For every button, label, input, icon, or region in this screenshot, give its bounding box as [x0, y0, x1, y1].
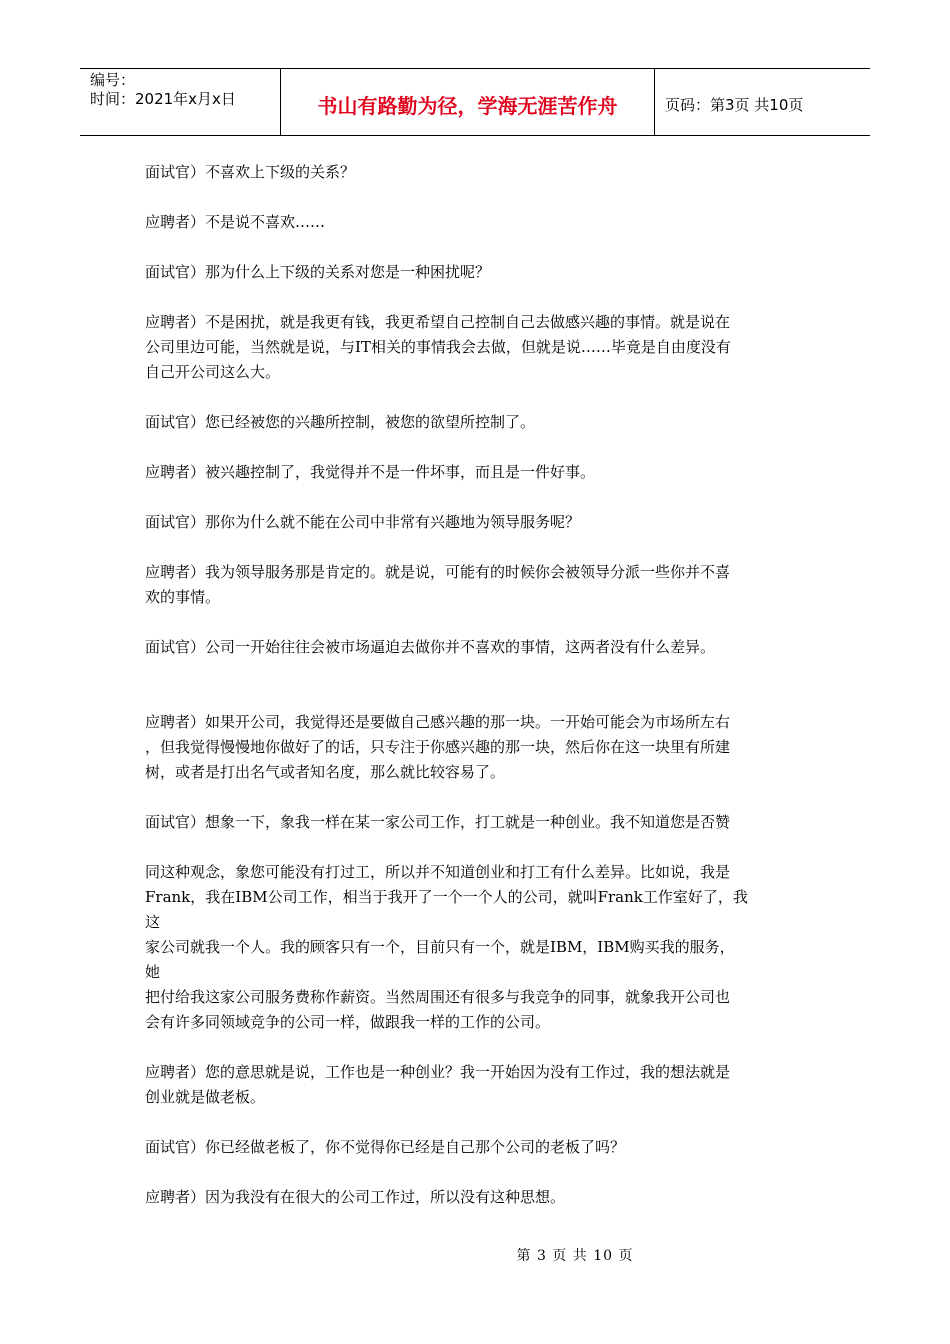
transcript-paragraph	[145, 510, 805, 535]
header-meta	[80, 69, 281, 135]
paragraph-line: 欢的事情。	[145, 588, 221, 606]
paragraph-line: 创业就是做老板。	[145, 1088, 266, 1106]
transcript-paragraph	[145, 260, 805, 285]
paragraph-line: 同这种观念，象您可能没有打过工，所以并不知道创业和打工有什么差异。比如说，我是	[145, 863, 731, 881]
paragraph-line: 面试官）公司一开始往往会被市场逼迫去做你并不喜欢的事情，这两者没有什么差异。	[145, 638, 716, 656]
paragraph-line: 会有许多同领域竞争的公司一样，做跟我一样的工作的公司。	[145, 1013, 551, 1031]
transcript-paragraph	[145, 635, 805, 660]
header-motto: 书山有路勤为径，学海无涯苦作舟	[281, 69, 655, 135]
paragraph-line: ，但我觉得慢慢地你做好了的话，只专注于你感兴趣的那一块，然后你在这一块里有所建	[145, 738, 731, 756]
transcript-paragraph	[145, 810, 805, 835]
paragraph-line: 树，或者是打出名气或者知名度，那么就比较容易了。	[145, 763, 506, 781]
footer-page-number: 第 3 页 共 10 页	[516, 1248, 634, 1264]
paragraph-line: 公司里边可能，当然就是说，与IT相关的事情我会去做，但就是说……毕竟是自由度没有	[145, 338, 731, 356]
transcript-paragraph	[145, 860, 805, 1035]
paragraph-line: 应聘者）不是困扰，就是我更有钱，我更希望自己控制自己去做感兴趣的事情。就是说在	[145, 313, 731, 331]
paragraph-line: 应聘者）不是说不喜欢……	[145, 213, 326, 231]
page-header	[80, 68, 870, 136]
transcript-paragraph	[145, 560, 805, 610]
paragraph-line: 面试官）想象一下，象我一样在某一家公司工作，打工就是一种创业。我不知道您是否赞	[145, 813, 731, 831]
paragraph-line: 面试官）您已经被您的兴趣所控制，被您的欲望所控制了。	[145, 413, 536, 431]
transcript-paragraph	[145, 710, 805, 785]
paragraph-line: 这	[145, 913, 161, 931]
transcript-paragraph	[145, 310, 805, 385]
interview-transcript	[145, 160, 805, 1235]
paragraph-line: 家公司就我一个人。我的顾客只有一个，目前只有一个，就是IBM，IBM购买我的服务，	[145, 938, 735, 956]
transcript-paragraph	[145, 210, 805, 235]
paragraph-line: 把付给我这家公司服务费称作薪资。当然周围还有很多与我竞争的同事，就象我开公司也	[145, 988, 731, 1006]
header-page-number: 页码：第3页 共10页	[665, 95, 804, 114]
paragraph-line: 应聘者）如果开公司，我觉得还是要做自己感兴趣的那一块。一开始可能会为市场所左右	[145, 713, 731, 731]
paragraph-line: 应聘者）我为领导服务那是肯定的。就是说，可能有的时候你会被领导分派一些你并不喜	[145, 563, 731, 581]
transcript-paragraph	[145, 460, 805, 485]
transcript-paragraph	[145, 160, 805, 185]
paragraph-line: 面试官）那你为什么就不能在公司中非常有兴趣地为领导服务呢？	[145, 513, 581, 531]
paragraph-line: Frank，我在IBM公司工作，相当于我开了一个一个人的公司，就叫Frank工作室好了，我	[145, 888, 748, 906]
paragraph-line: 自己开公司这么大。	[145, 363, 281, 381]
paragraph-line: 应聘者）被兴趣控制了，我觉得并不是一件坏事，而且是一件好事。	[145, 463, 596, 481]
paragraph-line: 面试官）你已经做老板了，你不觉得你已经是自己那个公司的老板了吗？	[145, 1138, 626, 1156]
document-number-label: 编号：	[90, 71, 136, 89]
paragraph-line: 面试官）不喜欢上下级的关系？	[145, 163, 356, 181]
transcript-paragraph	[145, 1135, 805, 1160]
paragraph-line: 面试官）那为什么上下级的关系对您是一种困扰呢？	[145, 263, 491, 281]
paragraph-line: 应聘者）您的意思就是说，工作也是一种创业？我一开始因为没有工作过，我的想法就是	[145, 1063, 731, 1081]
transcript-paragraph	[145, 410, 805, 435]
page-footer	[0, 1245, 950, 1265]
transcript-paragraph	[145, 1060, 805, 1110]
paragraph-line: 她	[145, 963, 161, 981]
transcript-paragraph	[145, 1185, 805, 1210]
document-time-label: 时间：2021年x月x日	[90, 90, 236, 108]
paragraph-line: 应聘者）因为我没有在很大的公司工作过，所以没有这种思想。	[145, 1188, 566, 1206]
